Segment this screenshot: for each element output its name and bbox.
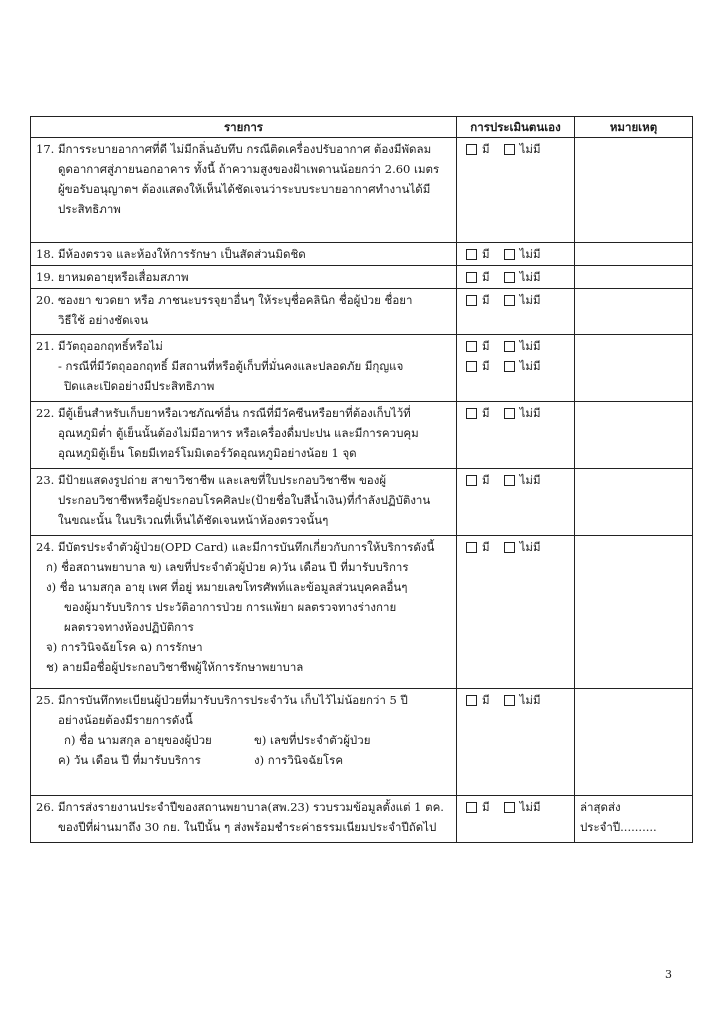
yes-label: มี bbox=[482, 359, 490, 373]
no-checkbox[interactable] bbox=[504, 408, 515, 419]
assess-cell bbox=[457, 689, 575, 796]
no-label: ไม่มี bbox=[519, 406, 541, 420]
item-text: 22. มีตู้เย็นสำหรับเก็บยาหรือเวชภัณฑ์อื่น กรณีที่มีวัคซีนหรือยาที่ต้องเก็บไว้ที่ bbox=[36, 406, 411, 420]
remark-text: ประจำปี.......... bbox=[580, 820, 657, 834]
item-text: วิธีใช้ อย่างชัดเจน bbox=[58, 313, 149, 327]
checklist-table bbox=[30, 116, 693, 843]
item-text: 18. มีห้องตรวจ และห้องให้การรักษา เป็นสัดส่วนมิดชิด bbox=[36, 247, 306, 261]
item-19 bbox=[31, 266, 457, 289]
remark-cell bbox=[575, 536, 693, 689]
yes-label: มี bbox=[482, 693, 490, 707]
item-24 bbox=[31, 536, 457, 689]
yes-checkbox[interactable] bbox=[466, 475, 477, 486]
no-label: ไม่มี bbox=[519, 293, 541, 307]
item-text: ประสิทธิภาพ bbox=[58, 202, 121, 216]
remark-cell bbox=[575, 289, 693, 335]
item-text: ของผู้มารับบริการ ประวัติอาการป่วย การแพ้ยา ผลตรวจทางร่างกาย bbox=[64, 600, 397, 614]
item-text: ง) การวินิจฉัยโรค bbox=[254, 753, 344, 767]
remark-cell bbox=[575, 138, 693, 243]
table-row bbox=[31, 796, 693, 843]
table-row bbox=[31, 266, 693, 289]
yes-label: มี bbox=[482, 473, 490, 487]
yes-checkbox[interactable] bbox=[466, 272, 477, 283]
yes-checkbox[interactable] bbox=[466, 249, 477, 260]
item-text: ผู้ขอรับอนุญาตฯ ต้องแสดงให้เห็นได้ชัดเจนว่าระบบระบายอากาศทำงานได้มี bbox=[58, 182, 431, 196]
no-checkbox[interactable] bbox=[504, 695, 515, 706]
no-checkbox[interactable] bbox=[504, 802, 515, 813]
assess-cell bbox=[457, 796, 575, 843]
item-17 bbox=[31, 138, 457, 243]
no-checkbox[interactable] bbox=[504, 295, 515, 306]
assess-cell bbox=[457, 402, 575, 469]
header-self-assess: การประเมินตนเอง bbox=[457, 117, 575, 138]
item-text: 25. มีการบันทึกทะเบียนผู้ป่วยที่มารับบริการประจำวัน เก็บไว้ไม่น้อยกว่า 5 ปี bbox=[36, 693, 408, 707]
no-label: ไม่มี bbox=[519, 142, 541, 156]
no-label: ไม่มี bbox=[519, 247, 541, 261]
table-row bbox=[31, 335, 693, 402]
yes-checkbox[interactable] bbox=[466, 361, 477, 372]
item-text: อย่างน้อยต้องมีรายการดังนี้ bbox=[58, 713, 193, 727]
yes-label: มี bbox=[482, 270, 490, 284]
item-text: ผลตรวจทางห้องปฏิบัติการ bbox=[64, 620, 194, 634]
item-text: ดูดอากาศสู่ภายนอกอาคาร ทั้งนี้ ถ้าความสูงของฝ้าเพดานน้อยกว่า 2.60 เมตร bbox=[58, 162, 440, 176]
no-checkbox[interactable] bbox=[504, 272, 515, 283]
item-text: 19. ยาหมดอายุหรือเสื่อมสภาพ bbox=[36, 270, 189, 284]
remark-cell bbox=[575, 689, 693, 796]
no-checkbox[interactable] bbox=[504, 144, 515, 155]
table-row bbox=[31, 289, 693, 335]
item-21 bbox=[31, 335, 457, 402]
table-row bbox=[31, 138, 693, 243]
item-text: ก) ชื่อ นามสกุล อายุของผู้ป่วย bbox=[64, 733, 212, 747]
item-text: 21. มีวัตถุออกฤทธิ์หรือไม่ bbox=[36, 339, 163, 353]
remark-cell bbox=[575, 402, 693, 469]
yes-checkbox[interactable] bbox=[466, 144, 477, 155]
yes-label: มี bbox=[482, 247, 490, 261]
assess-cell bbox=[457, 266, 575, 289]
table-row bbox=[31, 689, 693, 796]
yes-label: มี bbox=[482, 293, 490, 307]
remark-cell bbox=[575, 335, 693, 402]
no-checkbox[interactable] bbox=[504, 475, 515, 486]
no-label: ไม่มี bbox=[519, 693, 541, 707]
item-text: อุณหภูมิตู้เย็น โดยมีเทอร์โมมิเตอร์วัดอุณหภูมิอย่างน้อย 1 จุด bbox=[58, 446, 357, 460]
yes-label: มี bbox=[482, 406, 490, 420]
item-text: 20. ซองยา ขวดยา หรือ ภาชนะบรรจุยาอื่นๆ ให้ระบุชื่อคลินิก ชื่อผู้ป่วย ชื่อยา bbox=[36, 293, 413, 307]
item-text: ก) ชื่อสถานพยาบาล ข) เลขที่ประจำตัวผู้ป่วย ค)วัน เดือน ปี ที่มารับบริการ bbox=[46, 560, 409, 574]
no-label: ไม่มี bbox=[519, 270, 541, 284]
item-text: อุณหภูมิต่ำ ตู้เย็นนั้นต้องไม่มีอาหาร หรือเครื่องดื่มปะปน และมีการควบคุม bbox=[58, 426, 419, 440]
item-18 bbox=[31, 243, 457, 266]
assess-cell bbox=[457, 138, 575, 243]
item-26 bbox=[31, 796, 457, 843]
yes-checkbox[interactable] bbox=[466, 341, 477, 352]
no-checkbox[interactable] bbox=[504, 249, 515, 260]
assess-cell bbox=[457, 536, 575, 689]
item-text: ในขณะนั้น ในบริเวณที่เห็นได้ชัดเจนหน้าห้องตรวจนั้นๆ bbox=[58, 513, 329, 527]
no-label: ไม่มี bbox=[519, 540, 541, 554]
item-text: ประกอบวิชาชีพหรือผู้ประกอบโรคศิลปะ(ป้ายชื่อใบสีน้ำเงิน)ที่กำลังปฏิบัติงาน bbox=[58, 493, 431, 507]
assess-cell bbox=[457, 289, 575, 335]
table-row bbox=[31, 536, 693, 689]
header-items: รายการ bbox=[31, 117, 457, 138]
item-text: ง) ชื่อ นามสกุล อายุ เพศ ที่อยู่ หมายเลขโทรศัพท์และข้อมูลส่วนบุคคลอื่นๆ bbox=[46, 580, 408, 594]
no-checkbox[interactable] bbox=[504, 341, 515, 352]
yes-checkbox[interactable] bbox=[466, 295, 477, 306]
item-20 bbox=[31, 289, 457, 335]
yes-label: มี bbox=[482, 800, 490, 814]
item-text: 23. มีป้ายแสดงรูปถ่าย สาขาวิชาชีพ และเลขที่ใบประกอบวิชาชีพ ของผู้ bbox=[36, 473, 387, 487]
no-checkbox[interactable] bbox=[504, 542, 515, 553]
table-header-row bbox=[31, 117, 693, 138]
no-label: ไม่มี bbox=[519, 473, 541, 487]
assess-cell bbox=[457, 335, 575, 402]
no-label: ไม่มี bbox=[519, 359, 541, 373]
item-text: 17. มีการระบายอากาศที่ดี ไม่มีกลิ่นอับทึบ กรณีติดเครื่องปรับอากาศ ต้องมีพัดลม bbox=[36, 142, 432, 156]
remark-text: ล่าสุดส่ง bbox=[580, 800, 621, 814]
item-text: - กรณีที่มีวัตถุออกฤทธิ์ มีสถานที่หรือตู้เก็บที่มั่นคงและปลอดภัย มีกุญแจ bbox=[58, 359, 404, 373]
item-25 bbox=[31, 689, 457, 796]
table-row bbox=[31, 243, 693, 266]
item-text: จ) การวินิจฉัยโรค ฉ) การรักษา bbox=[46, 640, 203, 654]
item-23 bbox=[31, 469, 457, 536]
yes-label: มี bbox=[482, 339, 490, 353]
item-text: ข) เลขที่ประจำตัวผู้ป่วย bbox=[254, 733, 371, 747]
remark-cell bbox=[575, 796, 693, 843]
yes-checkbox[interactable] bbox=[466, 802, 477, 813]
no-label: ไม่มี bbox=[519, 800, 541, 814]
remark-cell bbox=[575, 243, 693, 266]
item-text: ค) วัน เดือน ปี ที่มารับบริการ bbox=[58, 753, 201, 767]
item-text: 26. มีการส่งรายงานประจำปีของสถานพยาบาล(สพ.23) รวบรวมข้อมูลตั้งแต่ 1 ตค. bbox=[36, 800, 444, 814]
table-row bbox=[31, 402, 693, 469]
item-text: ของปีที่ผ่านมาถึง 30 กย. ในปีนั้น ๆ ส่งพร้อมชำระค่าธรรมเนียมประจำปีถัดไป bbox=[58, 820, 437, 834]
table-row bbox=[31, 469, 693, 536]
no-label: ไม่มี bbox=[519, 339, 541, 353]
page-number: 3 bbox=[665, 968, 672, 981]
header-remark: หมายเหตุ bbox=[575, 117, 693, 138]
yes-checkbox[interactable] bbox=[466, 408, 477, 419]
no-checkbox[interactable] bbox=[504, 361, 515, 372]
item-text: ปิดและเปิดอย่างมีประสิทธิภาพ bbox=[64, 379, 215, 393]
yes-checkbox[interactable] bbox=[466, 542, 477, 553]
yes-label: มี bbox=[482, 142, 490, 156]
item-text: 24. มีบัตรประจำตัวผู้ป่วย(OPD Card) และมีการบันทึกเกี่ยวกับการให้บริการดังนี้ bbox=[36, 540, 435, 554]
yes-checkbox[interactable] bbox=[466, 695, 477, 706]
yes-label: มี bbox=[482, 540, 490, 554]
assess-cell bbox=[457, 243, 575, 266]
remark-cell bbox=[575, 266, 693, 289]
item-text: ช) ลายมือชื่อผู้ประกอบวิชาชีพผู้ให้การรักษาพยาบาล bbox=[46, 660, 304, 674]
item-22 bbox=[31, 402, 457, 469]
assess-cell bbox=[457, 469, 575, 536]
remark-cell bbox=[575, 469, 693, 536]
